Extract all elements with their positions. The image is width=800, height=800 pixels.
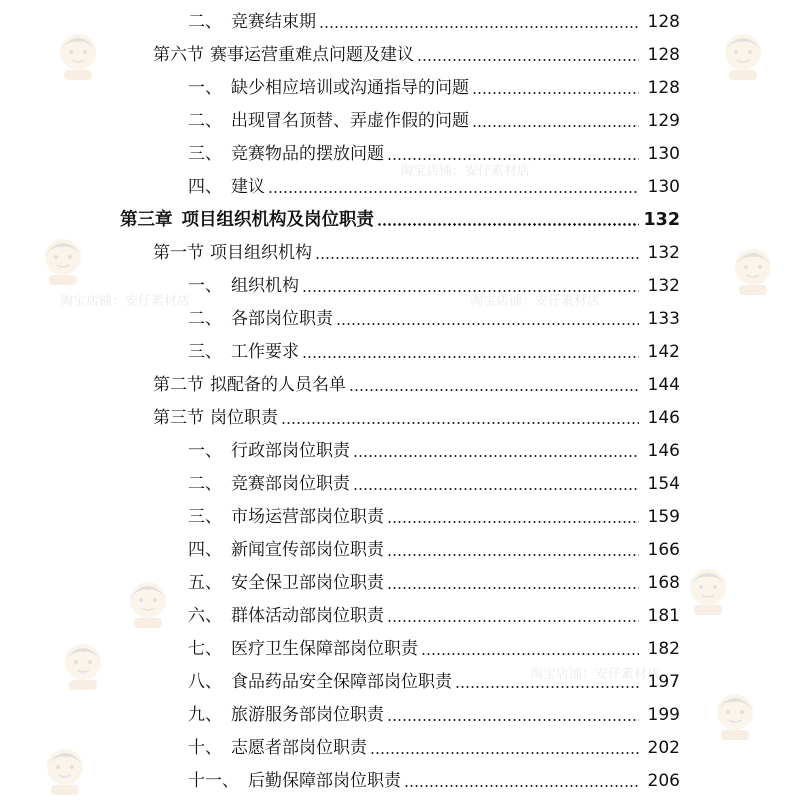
- watermark-face-icon: [125, 578, 171, 628]
- watermark-face-icon: [712, 690, 758, 740]
- toc-entry-number: 二、: [188, 309, 222, 329]
- watermark-face-icon: [40, 235, 86, 285]
- toc-entry-item[interactable]: [0, 66, 800, 99]
- dot-leader: [319, 26, 639, 28]
- watermark-text: 淘宝店铺：安仔素材店: [60, 294, 191, 309]
- toc-entry-item[interactable]: [0, 693, 800, 726]
- toc-entry-item[interactable]: [0, 429, 800, 462]
- dot-leader: [387, 521, 639, 523]
- toc-entry-text: 新闻宣传部岗位职责: [231, 540, 384, 560]
- toc-page-number: 133: [647, 309, 680, 329]
- dot-leader: [302, 356, 639, 358]
- toc-entry-number: 第一节: [153, 243, 204, 263]
- dot-leader: [417, 59, 639, 61]
- toc-entry-title: [153, 44, 414, 66]
- dot-leader: [349, 389, 639, 391]
- toc-entry-title: [188, 737, 367, 759]
- toc-entry-text: 组织机构: [231, 276, 299, 296]
- dot-leader: [472, 92, 639, 94]
- watermark-text: 淘宝店铺：安仔素材店: [400, 164, 531, 179]
- dot-leader: [387, 587, 639, 589]
- toc-entry-item[interactable]: [0, 726, 800, 759]
- toc-page-number: 146: [647, 441, 680, 461]
- toc-entry-number: 一、: [188, 441, 222, 461]
- toc-page-number: 130: [647, 177, 680, 197]
- toc-entry-text: 群体活动部岗位职责: [231, 606, 384, 626]
- watermark-face-icon: [720, 30, 766, 80]
- toc-entry-text: 缺少相应培训或沟通指导的问题: [231, 78, 469, 98]
- toc-entry-title: [153, 407, 278, 429]
- toc-entry-text: 岗位职责: [210, 408, 278, 428]
- toc-entry-title: [188, 341, 299, 363]
- dot-leader: [315, 257, 639, 259]
- toc-entry-item[interactable]: [0, 330, 800, 363]
- toc-entry-number: 第六节: [153, 45, 204, 65]
- toc-entry-text: 出现冒名顶替、弄虚作假的问题: [231, 111, 469, 131]
- watermark-face-icon: [685, 565, 731, 615]
- toc-entry-text: 拟配备的人员名单: [210, 375, 346, 395]
- toc-entry-item[interactable]: [0, 0, 800, 33]
- dot-leader: [281, 422, 639, 424]
- toc-entry-text: 后勤保障部岗位职责: [248, 771, 401, 791]
- toc-entry-text: 食品药品安全保障部岗位职责: [231, 672, 452, 692]
- toc-entry-title: [153, 374, 346, 396]
- toc-entry-text: 竞赛物品的摆放问题: [231, 144, 384, 164]
- toc-entry-title: [188, 671, 452, 693]
- toc-entry-title: [188, 143, 384, 165]
- dot-leader: [404, 785, 639, 787]
- dot-leader: [455, 686, 639, 688]
- toc-entry-number: 一、: [188, 276, 222, 296]
- toc-entry-title: [188, 11, 316, 33]
- toc-page-number: 129: [647, 111, 680, 131]
- watermark-text: 淘宝店铺：安仔素材店: [470, 294, 601, 309]
- dot-leader: [387, 554, 639, 556]
- toc-entry-number: 二、: [188, 111, 222, 131]
- toc-entry-title: [188, 770, 401, 792]
- toc-entry-item[interactable]: [0, 660, 800, 693]
- toc-page-number: 128: [647, 45, 680, 65]
- toc-entry-title: [153, 242, 312, 264]
- dot-leader: [336, 323, 639, 325]
- toc-entry-chapter[interactable]: [0, 198, 800, 231]
- toc-entry-item[interactable]: [0, 561, 800, 594]
- toc-entry-title: [188, 275, 299, 297]
- toc-entry-number: 五、: [188, 573, 222, 593]
- toc-page-number: 130: [647, 144, 680, 164]
- toc-entry-number: 三、: [188, 342, 222, 362]
- toc-entry-title: [188, 506, 384, 528]
- toc-page-number: 132: [647, 243, 680, 263]
- dot-leader: [353, 455, 639, 457]
- toc-entry-title: [188, 539, 384, 561]
- toc-entry-number: 二、: [188, 12, 222, 32]
- toc-entry-text: 各部岗位职责: [231, 309, 333, 329]
- toc-entry-number: 二、: [188, 474, 222, 494]
- toc-entry-number: 十一、: [188, 771, 239, 791]
- watermark-face-icon: [60, 640, 106, 690]
- watermark-face-icon: [730, 245, 776, 295]
- toc-entry-text: 建议: [231, 177, 265, 197]
- toc-entry-number: 四、: [188, 177, 222, 197]
- toc-page-number: 154: [647, 474, 680, 494]
- dot-leader: [268, 191, 639, 193]
- toc-entry-title: [188, 473, 350, 495]
- toc-page-number: 202: [647, 738, 680, 758]
- toc-entry-item[interactable]: [0, 759, 800, 792]
- toc-entry-item[interactable]: [0, 495, 800, 528]
- toc-entry-title: [188, 77, 469, 99]
- toc-entry-section[interactable]: [0, 363, 800, 396]
- toc-page-number: 128: [647, 12, 680, 32]
- dot-leader: [377, 223, 639, 226]
- toc-entry-title: [188, 176, 265, 198]
- dot-leader: [353, 488, 639, 490]
- toc-entry-text: 赛事运营重难点问题及建议: [210, 45, 414, 65]
- toc-entry-number: 十、: [188, 738, 222, 758]
- toc-entry-item[interactable]: [0, 594, 800, 627]
- toc-entry-title: [188, 110, 469, 132]
- toc-page-number: 142: [647, 342, 680, 362]
- toc-entry-text: 医疗卫生保障部岗位职责: [231, 639, 418, 659]
- toc-page-number: 144: [647, 375, 680, 395]
- toc-entry-item[interactable]: [0, 627, 800, 660]
- toc-page-number: 159: [647, 507, 680, 527]
- toc-page-number: 132: [647, 276, 680, 296]
- toc-entry-number: 第二节: [153, 375, 204, 395]
- toc-entry-text: 竞赛部岗位职责: [231, 474, 350, 494]
- toc-entry-title: [188, 605, 384, 627]
- toc-page-number: 146: [647, 408, 680, 428]
- toc-entry-text: 旅游服务部岗位职责: [231, 705, 384, 725]
- toc-page-number: 168: [647, 573, 680, 593]
- toc-entry-section[interactable]: [0, 231, 800, 264]
- toc-page-number: 197: [647, 672, 680, 692]
- toc-entry-section[interactable]: [0, 33, 800, 66]
- toc-entry-title: [188, 440, 350, 462]
- toc-page-number: 182: [647, 639, 680, 659]
- toc-entry-item[interactable]: [0, 528, 800, 561]
- toc-entry-title: [188, 704, 384, 726]
- dot-leader: [370, 752, 639, 754]
- dot-leader: [421, 653, 639, 655]
- toc-page-number: 206: [647, 771, 680, 791]
- toc-page-number: 128: [647, 78, 680, 98]
- dot-leader: [387, 719, 639, 721]
- dot-leader: [472, 125, 639, 127]
- toc-entry-number: 一、: [188, 78, 222, 98]
- toc-entry-text: 项目组织机构及岗位职责: [181, 210, 374, 230]
- toc-entry-text: 项目组织机构: [210, 243, 312, 263]
- toc-entry-title: [120, 209, 374, 231]
- toc-entry-item[interactable]: [0, 462, 800, 495]
- watermark-face-icon: [55, 30, 101, 80]
- dot-leader: [387, 620, 639, 622]
- toc-entry-number: 第三章: [120, 210, 173, 230]
- toc-entry-number: 六、: [188, 606, 222, 626]
- toc-page-number: 199: [647, 705, 680, 725]
- toc-entry-number: 三、: [188, 507, 222, 527]
- toc-entry-title: [188, 308, 333, 330]
- toc-page-number: 181: [647, 606, 680, 626]
- toc-entry-text: 竞赛结束期: [231, 12, 316, 32]
- watermark-face-icon: [42, 745, 88, 795]
- toc-entry-number: 八、: [188, 672, 222, 692]
- toc-entry-text: 安全保卫部岗位职责: [231, 573, 384, 593]
- toc-entry-item[interactable]: [0, 99, 800, 132]
- toc-page-number: 166: [647, 540, 680, 560]
- toc-entry-text: 市场运营部岗位职责: [231, 507, 384, 527]
- toc-entry-text: 工作要求: [231, 342, 299, 362]
- toc-entry-number: 七、: [188, 639, 222, 659]
- toc-page-number: 132: [643, 210, 680, 230]
- toc-entry-number: 九、: [188, 705, 222, 725]
- toc-entry-title: [188, 638, 418, 660]
- watermark-text: 淘宝店铺：安仔素材店: [530, 667, 661, 682]
- toc-entry-title: [188, 572, 384, 594]
- toc-entry-number: 四、: [188, 540, 222, 560]
- toc-entry-number: 三、: [188, 144, 222, 164]
- toc-entry-number: 第三节: [153, 408, 204, 428]
- toc-entry-text: 行政部岗位职责: [231, 441, 350, 461]
- toc-entry-text: 志愿者部岗位职责: [231, 738, 367, 758]
- toc-entry-section[interactable]: [0, 396, 800, 429]
